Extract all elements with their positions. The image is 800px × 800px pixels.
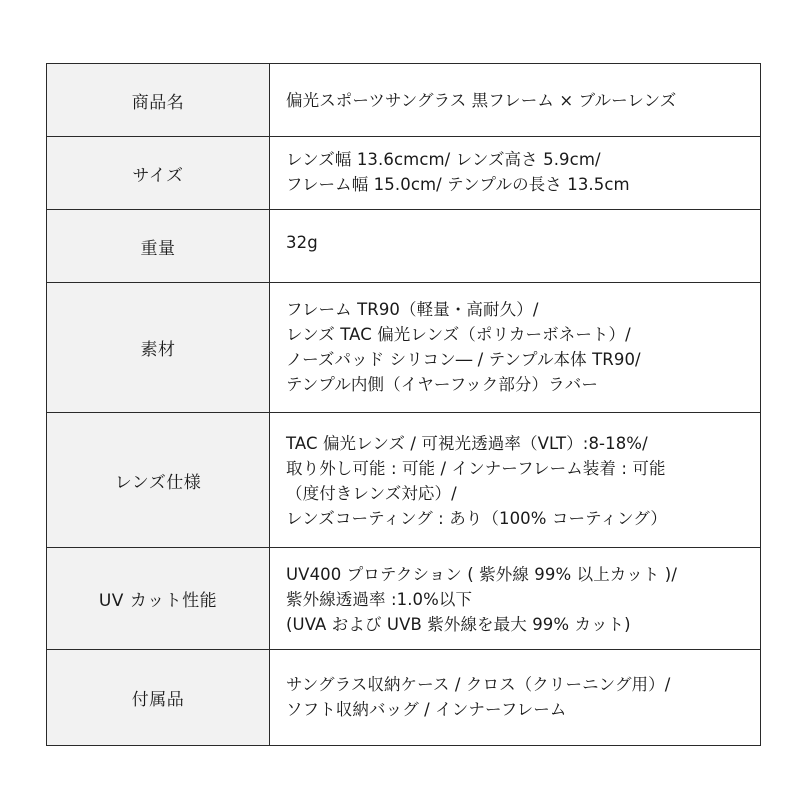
row-label: UV カット性能 [47,548,270,650]
table-row [47,548,761,650]
row-value [270,210,761,283]
row-label: 商品名 [47,64,270,137]
value-line: (UVA および UVB 紫外線を最大 99% カット) [286,615,631,634]
row-value [270,137,761,210]
row-value [270,283,761,413]
table-row [47,650,761,746]
value-line: UV400 プロテクション ( 紫外線 99% 以上カット )/ [286,565,677,584]
spec-table [46,63,761,746]
table-row [47,64,761,137]
table-row [47,210,761,283]
value-line: レンズ幅 13.6cmcm/ レンズ高さ 5.9cm/ [286,150,601,169]
row-value [270,413,761,548]
table-row [47,283,761,413]
value-line: 32g [286,233,318,252]
row-label: レンズ仕様 [47,413,270,548]
value-line: レンズ TAC 偏光レンズ（ポリカーボネート）/ [286,325,631,344]
row-label: 付属品 [47,650,270,746]
value-line: フレーム TR90（軽量・高耐久）/ [286,300,539,319]
row-label: 重量 [47,210,270,283]
table-row [47,137,761,210]
row-label: 素材 [47,283,270,413]
value-line: 取り外し可能 : 可能 / インナーフレーム装着 : 可能 [286,459,666,478]
row-label: サイズ [47,137,270,210]
value-line: レンズコーティング : あり（100% コーティング） [286,509,667,528]
row-value [270,64,761,137]
value-line: テンプル内側（イヤーフック部分）ラバー [286,375,598,394]
value-line: ノーズパッド シリコン― / テンプル本体 TR90/ [286,350,641,369]
value-line: 紫外線透過率 :1.0%以下 [286,590,473,609]
value-line: TAC 偏光レンズ / 可視光透過率（VLT）:8-18%/ [286,434,648,453]
row-value [270,650,761,746]
value-line: ソフト収納バッグ / インナーフレーム [286,700,567,719]
table-row [47,413,761,548]
row-value [270,548,761,650]
value-line: （度付きレンズ対応）/ [286,484,457,503]
value-line: サングラス収納ケース / クロス（クリーニング用）/ [286,675,671,694]
value-line: 偏光スポーツサングラス 黒フレーム × ブルーレンズ [286,90,677,110]
value-line: フレーム幅 15.0cm/ テンプルの長さ 13.5cm [286,175,630,194]
